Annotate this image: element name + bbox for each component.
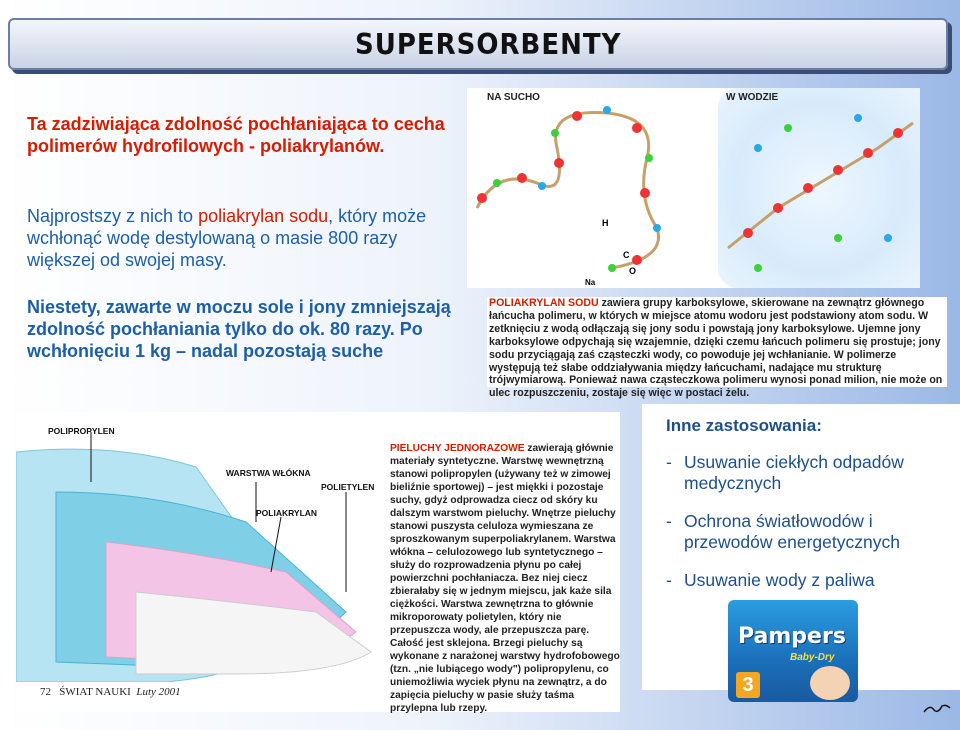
diaper-illustration (16, 412, 620, 712)
atom-o (632, 255, 642, 265)
list-dash: - (666, 511, 672, 531)
water-molecule (754, 264, 762, 272)
list-item (666, 511, 956, 553)
list-dash: - (666, 452, 672, 472)
atom-o (477, 193, 487, 203)
polymer-wet-svg (718, 88, 920, 288)
sodium-text-c: , który może wchłonąć wodę destylowaną o masie 800 razy większej od swojej masy. (27, 206, 427, 270)
footer-date: Luty 2001 (136, 686, 181, 698)
atom-label-na: Na (585, 278, 596, 287)
water-molecule (834, 234, 842, 242)
label-warstwa: WARSTWA WŁÓKNA (226, 468, 311, 478)
list-item-text: Usuwanie wody z paliwa (684, 570, 875, 590)
label-polipropylen: POLIPROPYLEN (48, 426, 115, 436)
stretched-chain (728, 123, 913, 248)
desc-highlight: POLIAKRYLAN SODU (489, 297, 599, 309)
signature-stroke (924, 705, 950, 712)
list-item-text: Usuwanie ciekłych odpadów medycznych (684, 452, 904, 493)
pampers-package (728, 600, 858, 702)
chain-atoms (477, 106, 661, 272)
sodium-paragraph (27, 205, 447, 271)
pampers-sub: Baby-Dry (790, 652, 835, 663)
pampers-brand: Pampers (738, 624, 846, 649)
list-item (666, 570, 956, 591)
atom-h (493, 179, 501, 187)
diaper-svg (16, 412, 386, 682)
other-uses-title: Inne zastosowania: (666, 416, 822, 435)
limitation-paragraph: Niestety, zawarte w moczu sole i jony zmniejszają zdolność pochłaniania tylko do ok. 80 razy. Po wchłonięciu 1 kg – nadal pozostają suche (27, 297, 451, 361)
atom-o (640, 188, 650, 198)
polymer-wet-illustration (718, 88, 920, 288)
signature-mark (922, 702, 952, 716)
atom-h (645, 154, 653, 162)
list-item-text: Ochrona światłowodów i przewodów energetycznych (684, 511, 900, 552)
chain-backbone (477, 112, 659, 268)
pampers-size: 3 (736, 672, 760, 698)
atom-h (603, 106, 611, 114)
footer-magazine: ŚWIAT NAUKI (59, 686, 131, 698)
atom-o (554, 158, 564, 168)
atom-o (863, 148, 873, 158)
water-molecule (884, 234, 892, 242)
desc-text: zawiera grupy karboksylowe, skierowane na zewnątrz głównego łańcucha polimeru, w których w miejsce atomu wodoru jest podstawiony atom sodu. W zetknięciu z wodą odłączają się jony sodu i powstają jony karboksylowe. Ujemne jony karboksylowe odpychają się wzajemnie, dzięki czemu łańcuch polimeru się prostuje; jony sodu przyciągają zaś cząsteczki wody, co powoduje jej wchłanianie. W polimerze występują też słabe oddziaływania między łańcuchami, nadające mu strukturę trójwymiarową. Ponieważ nawa cząsteczkowa polimeru wynosi ponad milion, nie może on ulec rozpuszczeniu, zostaje się więc w postaci żelu. (489, 297, 943, 400)
atom-h (608, 264, 616, 272)
atom-o (803, 183, 813, 193)
atom-h (538, 182, 546, 190)
atom-o (743, 228, 753, 238)
atom-h (653, 224, 661, 232)
list-item (666, 452, 956, 494)
title-bar (8, 18, 948, 70)
water-molecule (784, 124, 792, 132)
atom-label-c: C (623, 250, 630, 260)
atom-label-o: O (629, 266, 637, 276)
atom-o (893, 128, 903, 138)
water-molecule (854, 114, 862, 122)
label-wet: W WODZIE (726, 92, 779, 103)
other-uses-list (666, 452, 956, 608)
sodium-highlight: poliakrylan sodu (198, 206, 329, 226)
magazine-footer (40, 686, 181, 698)
baby-image (810, 666, 850, 700)
atom-o (632, 123, 642, 133)
diaper-text: zawierają głównie materiały syntetyczne. Warstwę wewnętrzną stanowi polipropylen (używany też w zimowej bieliźnie sportowej) – jest miękki i pozostaje suchy, gdyż odprowadza ciecz od skóry ku dalszym warstwom pieluchy. Wnętrze pieluchy stanowi puszysta celuloza wymieszana ze sproszkowanym superpoliakrylanem. Warstwa włókna – celulozowego lub syntetycznego – służy do rozprowadzenia płynu po całej powierzchni pochłaniacza. Bez niej ciecz zbierałaby się w jednym miejscu, jak każe sila ciężkości. Warstwa zewnętrzna to głównie mikroporowaty polietylen, który nie przepuszcza wody, ale przepuszcza parę. Całość jest sklejona. Brzegi pieluchy są wykonane z narażonej warstwy hydrofobowego (tzn. „nie lubiącego wody") polipropylenu, co uniemożliwia wyciek płynu na zewnątrz, a do zapięcia pieluchy w pasie służy taśma przylepna lub rzepy. (390, 443, 620, 714)
atom-label-h: H (602, 218, 609, 228)
atom-o (833, 165, 843, 175)
atom-o (572, 111, 582, 121)
label-polietylen: POLIETYLEN (321, 482, 375, 492)
water-molecule (754, 144, 762, 152)
label-poliakrylan: POLIAKRYLAN (256, 508, 318, 518)
list-dash: - (666, 570, 672, 590)
atom-o (773, 203, 783, 213)
slide-title: SUPERSORBENTY (355, 28, 622, 62)
intro-paragraph: Ta zadziwiająca zdolność pochłaniająca to cecha polimerów hydrofilowych - poliakrylanów. (27, 114, 445, 156)
footer-page: 72 (40, 686, 51, 698)
polyacrylate-description (487, 297, 947, 400)
diaper-highlight: PIELUCHY JEDNORAZOWE (390, 443, 525, 454)
label-dry: NA SUCHO (487, 92, 540, 103)
diaper-description (390, 442, 620, 715)
sodium-text-a: Najprostszy z nich to (27, 206, 199, 226)
atom-o (517, 173, 527, 183)
atom-h (551, 129, 559, 137)
